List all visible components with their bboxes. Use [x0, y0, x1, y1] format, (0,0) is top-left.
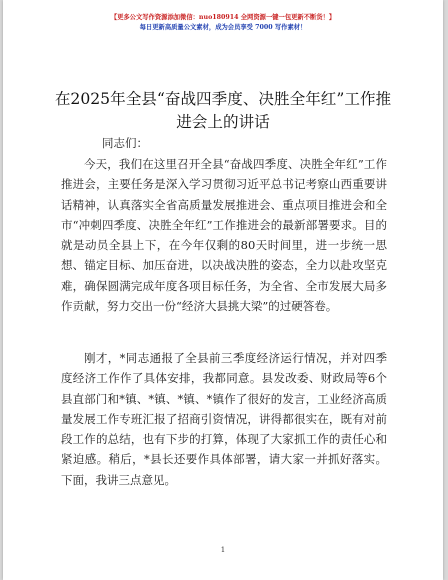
promo-banner — [3, 13, 443, 33]
document-page — [3, 0, 443, 580]
salutation: 同志们： — [102, 136, 148, 150]
promo-banner-line-2: 每日更新高质量公文素材，成为会员享受 7000 写作素材！ — [139, 24, 307, 31]
document-title: 在2025年全县“奋战四季度、决胜全年红”工作推进会上的讲话 — [54, 90, 392, 131]
body-paragraph-2: 刚才，*同志通报了全县前三季度经济运行情况，并对四季度经济工作作了具体安排，我都同意。县发改委、财政局等6个县直部门和*镇、*镇、*镇、*镇作了很好的发言，工业经济高质量发展工作专班汇报了招商引资情况，讲得都很实在，既有对前段工作的总结，也有下步的打算，体现了大家抓工作的责任心和紧迫感。稍后，*县长还要作具体部署，请大家一并抓好落实。下面，我讲三点意见。 — [61, 351, 387, 487]
page-number: 1 — [220, 546, 226, 554]
promo-banner-line-1: 【更多公文写作资源添加微信：nuo180914 全网资源一键一包更新不断货！】 — [110, 14, 336, 21]
body-paragraph-1: 今天，我们在这里召开全县“奋战四季度、决胜全年红”工作推进会，主要任务是深入学习贯彻习近平总书记考察山西重要讲话精神，认真落实全省高质量发展推进会、重点项目推进会和全市“冲刺四季度、决胜全年红”工作推进会的最新部署要求。目的就是动员全县上下，在今年仅剩的80天时间里，进一步统一思想、锚定目标、加压奋进，以决战决胜的姿态，全力以赴攻坚克难，确保圆满完成年度各项目标任务，为全省、全市发展大局多作贡献，努力交出一份“经济大县挑大梁”的过硬答卷。 — [61, 157, 387, 314]
